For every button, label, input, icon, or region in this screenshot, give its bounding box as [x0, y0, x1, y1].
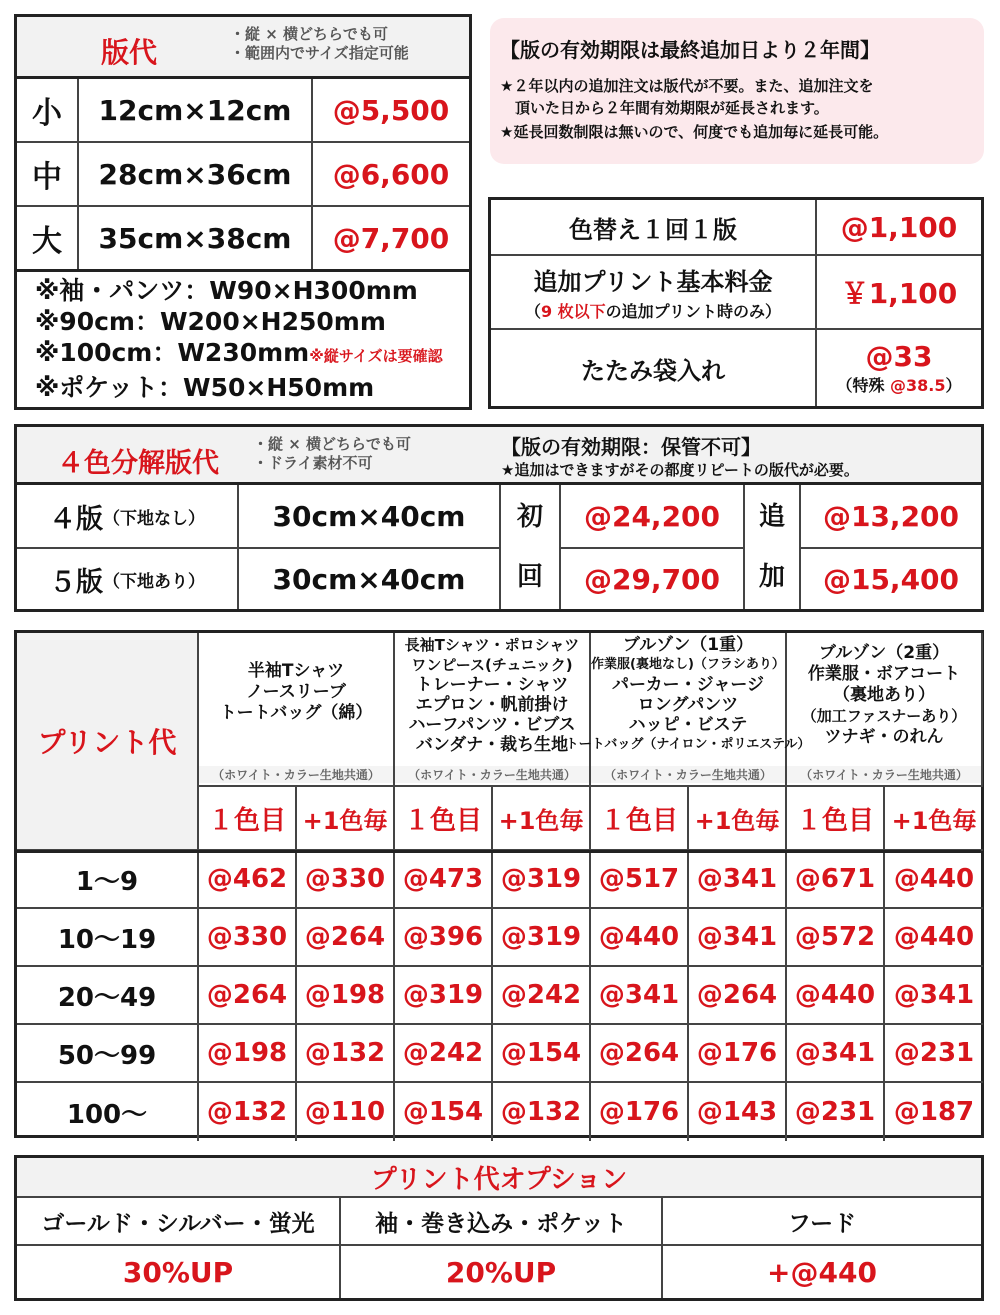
- bag-special: [836, 373, 961, 396]
- option-label: フード: [663, 1198, 981, 1246]
- fourcolor-notes: [253, 435, 411, 473]
- fourcolor-plate-count: ５版: [49, 566, 103, 598]
- fourcolor-first-label: [501, 485, 561, 609]
- plate-price: @6,600: [332, 157, 450, 191]
- fourcolor-dimension: 30cm×40cm: [239, 549, 501, 609]
- plate-fee-notes: [230, 25, 409, 63]
- print-price-title: プリント代: [17, 633, 199, 851]
- price-cell: @319: [493, 851, 591, 909]
- price-cell: @132: [199, 1083, 297, 1141]
- fee-row-additional: [491, 256, 981, 330]
- item-group-note: （ホワイト・カラー生地共通）: [199, 766, 393, 783]
- price-cell: @132: [493, 1083, 591, 1141]
- bag-price: @33: [865, 340, 933, 373]
- item-name: 半袖Tシャツ: [247, 661, 345, 681]
- price-cell: @242: [493, 967, 591, 1025]
- fourcolor-note: ・縦 × 横どちらでも可: [253, 435, 411, 453]
- price-cell: @341: [787, 1025, 885, 1083]
- fourcolor-add-price: @15,400: [822, 562, 960, 596]
- validity-line: ★２年以内の追加注文は版代が不要。また、追加注文を: [500, 77, 874, 95]
- price-cell: @440: [885, 909, 983, 967]
- plate-fee-section: [14, 14, 472, 410]
- item-name: トートバッグ（ナイロン・ポリエステル）: [565, 737, 811, 752]
- price-cell: @143: [689, 1083, 787, 1141]
- item-name: ノースリーブ: [246, 682, 346, 702]
- bag-price-cell: [817, 330, 981, 406]
- fourcolor-add-label: [745, 485, 801, 609]
- add-label-char: 追: [758, 502, 785, 532]
- quantity-label: 20〜49: [17, 967, 199, 1025]
- fees-table: [488, 197, 984, 409]
- plate-size-label: 中: [17, 143, 79, 205]
- fourcolor-validity-note: ★追加はできますがその都度リピートの版代が必要。: [501, 461, 859, 479]
- first-label-char: 初: [516, 502, 543, 532]
- price-cell: @187: [893, 1097, 975, 1127]
- plate-fee-title: 版代: [101, 36, 158, 69]
- item-name: 長袖Tシャツ・ポロシャツ: [404, 636, 580, 654]
- fourcolor-plate-label: [17, 485, 239, 549]
- price-cell: @319: [395, 967, 493, 1025]
- plate-extra-line: ※90cm：W200×H250mm: [35, 307, 386, 336]
- price-cell: @440: [885, 851, 983, 909]
- item-name: （加工ファスナーあり）: [801, 707, 967, 725]
- price-cell: @264: [199, 967, 297, 1025]
- item-name: トートバッグ（綿）: [219, 703, 373, 723]
- quantity-label: 10〜19: [17, 909, 199, 967]
- header-divider: [17, 850, 981, 853]
- validity-info-panel: [490, 18, 984, 164]
- price-cell: @462: [199, 851, 297, 909]
- plate-extra-line: ※100cm：W230mm: [35, 338, 310, 367]
- plate-fee-header: [17, 17, 469, 79]
- option-value: 20%UP: [341, 1246, 663, 1298]
- plate-size-label: 小: [17, 79, 79, 141]
- item-name: バンダナ・裁ち生地: [415, 735, 569, 755]
- item-group: [787, 633, 983, 787]
- plate-row-small: [17, 79, 469, 143]
- first-color-header: １色目: [591, 787, 689, 851]
- bag-special-close: ）: [945, 376, 962, 395]
- fee-row-recolor: [491, 200, 981, 256]
- fourcolor-plate-count: ４版: [49, 503, 103, 535]
- fourcolor-row: [17, 485, 981, 547]
- additional-label-cell: [491, 256, 817, 328]
- bag-special-price: @38.5: [890, 376, 946, 395]
- quantity-label: 50〜99: [17, 1025, 199, 1083]
- price-cell: @440: [787, 967, 885, 1025]
- item-name: パーカー・ジャージ: [612, 675, 764, 695]
- item-name: 作業服(裏地なし)（フラシあり）: [591, 657, 785, 672]
- item-group-note: （ホワイト・カラー生地共通）: [787, 766, 981, 783]
- plate-size-label: 大: [17, 207, 79, 269]
- price-cell: @242: [395, 1025, 493, 1083]
- price-cell: @517: [591, 851, 689, 909]
- add-label-char: 加: [758, 562, 785, 592]
- price-cell: @671: [787, 851, 885, 909]
- fourcolor-header: [17, 427, 981, 485]
- fourcolor-plate-sub: （下地あり）: [103, 571, 205, 592]
- option-label: 袖・巻き込み・ポケット: [341, 1198, 663, 1246]
- price-cell: @396: [395, 909, 493, 967]
- plate-price: @7,700: [332, 221, 450, 255]
- item-name: エプロン・帆前掛け: [415, 695, 569, 715]
- fourcolor-plate-sub: （下地なし）: [103, 508, 205, 529]
- fourcolor-add-price: @13,200: [801, 485, 981, 549]
- plate-row-medium: [17, 143, 469, 207]
- additional-condition-qty: 9 枚以下: [540, 302, 606, 321]
- additional-color-header: +1色毎: [885, 787, 983, 851]
- quantity-label: 100〜: [17, 1083, 199, 1141]
- fee-row-bag: [491, 330, 981, 406]
- item-group: [395, 633, 591, 787]
- price-cell: @330: [297, 851, 395, 909]
- bag-special-open: （特殊: [836, 376, 891, 395]
- plate-row-large: [17, 207, 469, 272]
- price-cell: @473: [395, 851, 493, 909]
- fourcolor-dimension: 30cm×40cm: [239, 485, 501, 549]
- plate-extra-line: ※袖・パンツ：W90×H300mm: [35, 276, 418, 305]
- price-cell: @341: [885, 967, 983, 1025]
- plate-extra-sizes: [35, 275, 443, 403]
- item-name: 作業服・ボアコート: [807, 664, 961, 684]
- item-name: ワンピース(チュニック): [411, 656, 573, 674]
- item-name: ブルゾン（2重）: [818, 643, 950, 663]
- price-cell: @319: [493, 909, 591, 967]
- price-cell: @110: [297, 1083, 395, 1141]
- item-name: （裏地あり）: [833, 685, 935, 705]
- item-name: ツナギ・のれん: [824, 727, 944, 747]
- price-cell: @132: [297, 1025, 395, 1083]
- plate-extra-line: ※ポケット：W50×H50mm: [35, 373, 375, 402]
- price-cell: @154: [395, 1083, 493, 1141]
- price-cell: @264: [689, 967, 787, 1025]
- price-cell: @231: [885, 1025, 983, 1083]
- first-color-header: １色目: [199, 787, 297, 851]
- additional-label: 追加プリント基本料金: [533, 268, 773, 296]
- plate-note: ・縦 × 横どちらでも可: [230, 25, 388, 43]
- additional-color-header: +1色毎: [689, 787, 787, 851]
- price-cell: @341: [591, 967, 689, 1025]
- item-name: ブルゾン（1重）: [622, 635, 754, 655]
- price-cell: @264: [591, 1025, 689, 1083]
- print-price-table: [14, 630, 984, 1138]
- price-cell: @330: [199, 909, 297, 967]
- price-cell: @231: [787, 1083, 885, 1141]
- recolor-label: 色替え１回１版: [491, 200, 817, 254]
- item-group-note: （ホワイト・カラー生地共通）: [395, 766, 589, 783]
- item-name: トレーナー・シャツ: [415, 675, 569, 695]
- price-cell: @341: [689, 909, 787, 967]
- quantity-label: 1〜9: [17, 851, 199, 909]
- validity-title: 【版の有効期限は最終追加日より２年間】: [500, 38, 880, 62]
- fourcolor-first-price: @29,700: [561, 549, 745, 609]
- fourcolor-note: ・ドライ素材不可: [253, 454, 373, 472]
- plate-dimension: 28cm×36cm: [79, 143, 313, 205]
- fourcolor-title: ４色分解版代: [57, 448, 219, 479]
- first-color-header: １色目: [395, 787, 493, 851]
- item-name: ハーフパンツ・ビブス: [408, 715, 576, 735]
- validity-line: 頂いた日から２年間有効期限が延長されます。: [500, 99, 829, 117]
- additional-color-header: +1色毎: [297, 787, 395, 851]
- price-cell: @264: [297, 909, 395, 967]
- item-group: [199, 633, 395, 787]
- recolor-price: @1,100: [840, 210, 958, 244]
- fourcolor-validity-title: 【版の有効期限：保管不可】: [501, 435, 761, 459]
- price-cell: @198: [297, 967, 395, 1025]
- additional-price: ￥1,100: [840, 277, 958, 310]
- options-title: プリント代オプション: [17, 1158, 981, 1198]
- first-color-header: １色目: [787, 787, 885, 851]
- item-group: [565, 633, 811, 787]
- bag-label: たたみ袋入れ: [491, 330, 817, 406]
- option-label: ゴールド・シルバー・蛍光: [17, 1198, 341, 1246]
- price-cell: @176: [591, 1083, 689, 1141]
- fourcolor-plate-label: [17, 549, 239, 609]
- option-value: 30%UP: [17, 1246, 341, 1298]
- fourcolor-first-price: @24,200: [561, 485, 745, 549]
- option-value: +@440: [767, 1255, 877, 1289]
- price-cell: @341: [689, 851, 787, 909]
- item-name: ロングパンツ: [637, 695, 739, 715]
- fourcolor-row: [17, 549, 981, 611]
- price-cell: @572: [787, 909, 885, 967]
- plate-extra-note: ※縦サイズは要確認: [309, 347, 443, 365]
- price-cell: @154: [493, 1025, 591, 1083]
- validity-line: ★延長回数制限は無いので、何度でも追加毎に延長可能。: [500, 123, 889, 141]
- plate-note: ・範囲内でサイズ指定可能: [230, 44, 409, 62]
- price-cell: @440: [591, 909, 689, 967]
- fourcolor-section: [14, 424, 984, 612]
- additional-condition: [525, 299, 781, 322]
- item-group-note: （ホワイト・カラー生地共通）: [591, 766, 785, 783]
- first-label-char: 回: [516, 562, 543, 592]
- plate-dimension: 12cm×12cm: [79, 79, 313, 141]
- additional-condition-rest: の追加プリント時のみ）: [605, 302, 782, 321]
- item-name: ハッピ・ビステ: [628, 715, 748, 735]
- plate-dimension: 35cm×38cm: [79, 207, 313, 269]
- additional-condition-open: （: [524, 302, 541, 321]
- print-options-section: [14, 1155, 984, 1301]
- price-cell: @198: [199, 1025, 297, 1083]
- plate-price: @5,500: [332, 93, 450, 127]
- additional-color-header: +1色毎: [493, 787, 591, 851]
- price-cell: @176: [689, 1025, 787, 1083]
